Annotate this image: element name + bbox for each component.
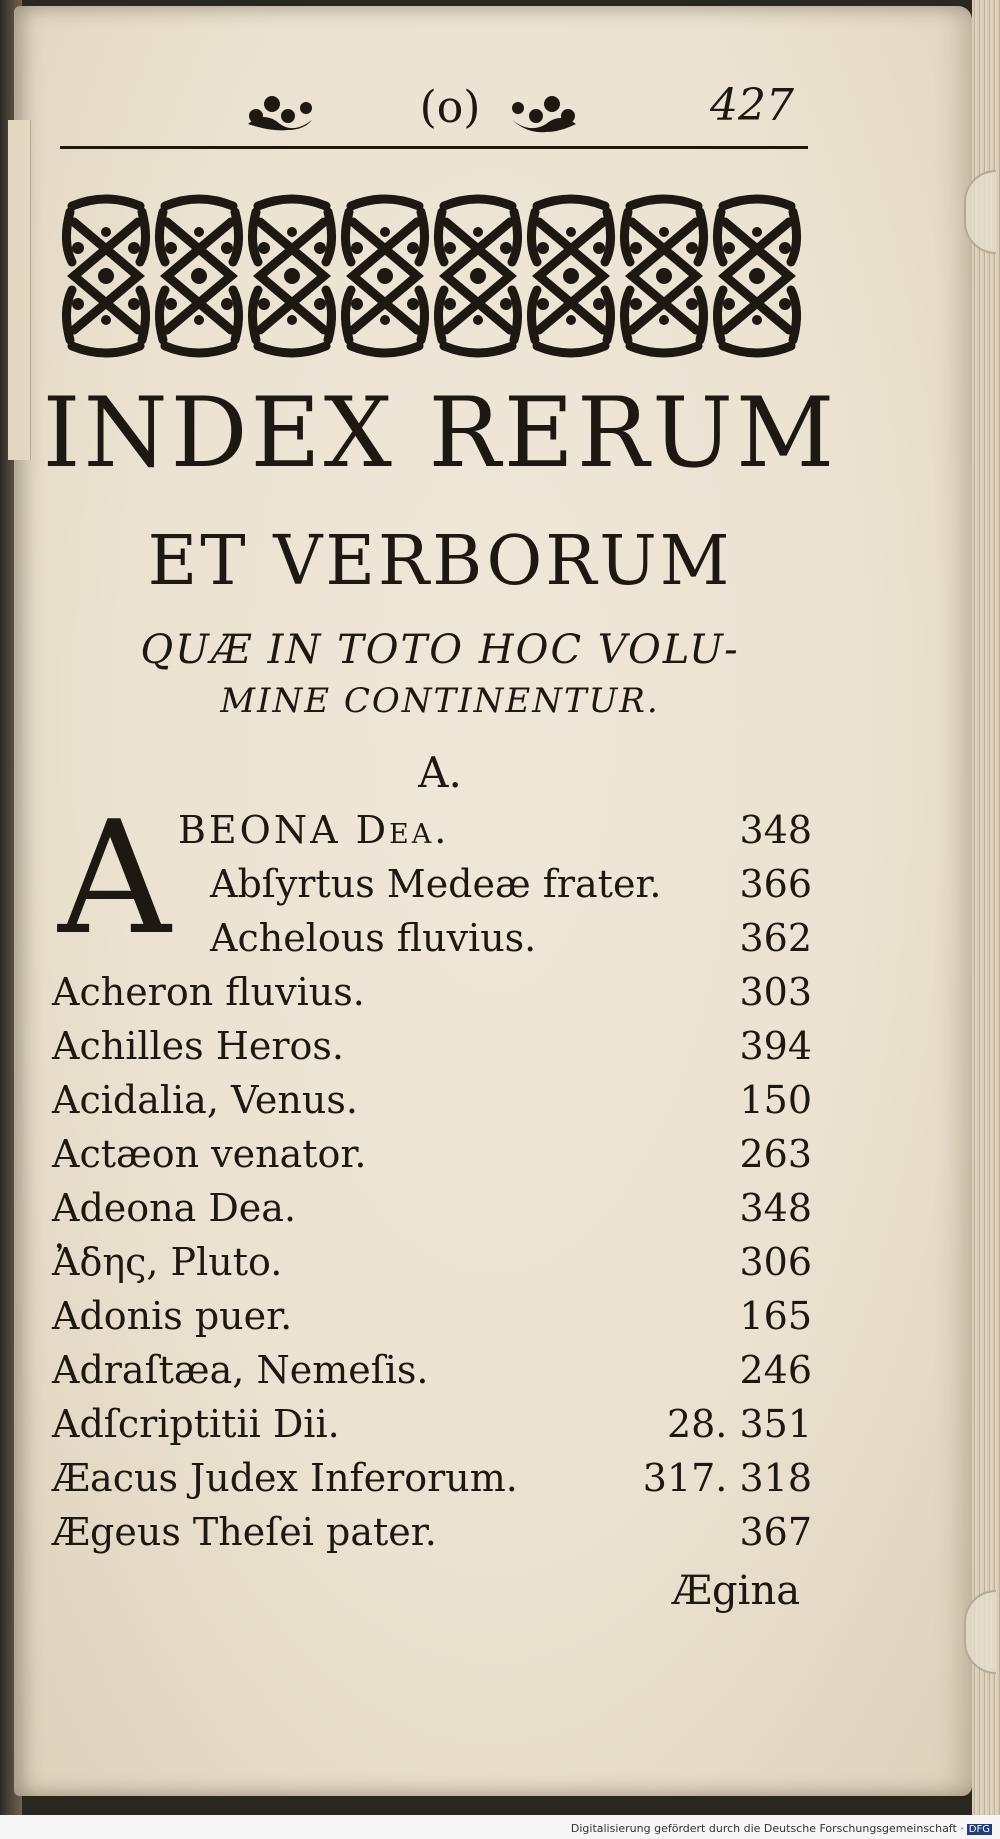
index-entry: [52, 1078, 812, 1132]
entry-term: Adonis puer.: [52, 1294, 293, 1338]
subtitle-line2: MINE CONTINENTUR.: [220, 681, 660, 721]
header-ornament-right: [500, 86, 580, 136]
index-entry: [210, 916, 812, 970]
digitization-credit: [571, 1822, 992, 1835]
entry-term: Æacus Judex Inferorum.: [52, 1456, 518, 1500]
entry-term: Adeona Dea.: [52, 1186, 297, 1230]
dfg-logo: DFG: [968, 1824, 990, 1835]
entry-term: Adſcriptitii Dii.: [52, 1402, 340, 1446]
index-entry: [52, 1348, 812, 1402]
ornamental-band: [60, 192, 808, 360]
entry-pages: 303: [739, 970, 812, 1014]
entry-pages: 348: [739, 1186, 812, 1230]
index-entry: [52, 1024, 812, 1078]
index-entry: [52, 1456, 812, 1510]
index-title: INDEX RERUM: [42, 377, 838, 489]
entry-term: Acidalia, Venus.: [52, 1078, 358, 1122]
entry-term: Ægeus Theſei pater.: [52, 1510, 437, 1554]
section-letter: A.: [418, 748, 462, 797]
entry-pages: 165: [739, 1294, 812, 1338]
entry-term: Actæon venator.: [52, 1132, 367, 1176]
header-rule: [60, 146, 808, 149]
entry-pages: 362: [739, 916, 812, 960]
drop-cap: A: [58, 787, 171, 969]
footer-band: [0, 1815, 1000, 1839]
catchword: Ægina: [672, 1568, 801, 1614]
entry-term: Achelous fluvius.: [210, 916, 537, 960]
header-mark: (o): [419, 82, 481, 133]
page-block-edge: [972, 0, 1000, 1839]
entry-pages: 367: [739, 1510, 812, 1554]
entry-term: Achilles Heros.: [52, 1024, 344, 1068]
entry-term: Adraſtæa, Nemeſis.: [52, 1348, 429, 1392]
entry-pages: 263: [739, 1132, 812, 1176]
index-entry: [52, 1294, 812, 1348]
entry-pages: 28. 351: [666, 1402, 812, 1446]
entry-term: Ἀδης, Pluto.: [52, 1240, 283, 1284]
entry-term: BEONA Dea.: [178, 808, 450, 852]
entry-pages: 348: [739, 808, 812, 852]
index-entry: [52, 1240, 812, 1294]
entry-pages: 394: [739, 1024, 812, 1068]
facing-page-strip: [8, 120, 31, 460]
page-number: 427: [710, 80, 794, 131]
index-entry: [52, 1510, 812, 1564]
index-entry: [52, 970, 812, 1024]
entry-pages: 306: [739, 1240, 812, 1284]
index-entry: [52, 1186, 812, 1240]
entry-term: Acheron fluvius.: [52, 970, 365, 1014]
index-entry: [52, 1402, 812, 1456]
index-entry: [210, 862, 812, 916]
credit-text: Digitalisierung gefördert durch die Deutsche Forschungsgemeinschaft ·: [570, 1822, 964, 1835]
index-title-line2: ET VERBORUM: [147, 522, 733, 601]
index-entry: [178, 808, 812, 862]
entry-pages: 246: [739, 1348, 812, 1392]
entry-pages: 366: [739, 862, 812, 906]
entry-pages: 317. 318: [642, 1456, 812, 1500]
entry-pages: 150: [739, 1078, 812, 1122]
entry-term: Abſyrtus Medeæ frater.: [210, 862, 662, 906]
subtitle-line1: QUÆ IN TOTO HOC VOLU-: [140, 627, 740, 673]
index-entry: [52, 1132, 812, 1186]
